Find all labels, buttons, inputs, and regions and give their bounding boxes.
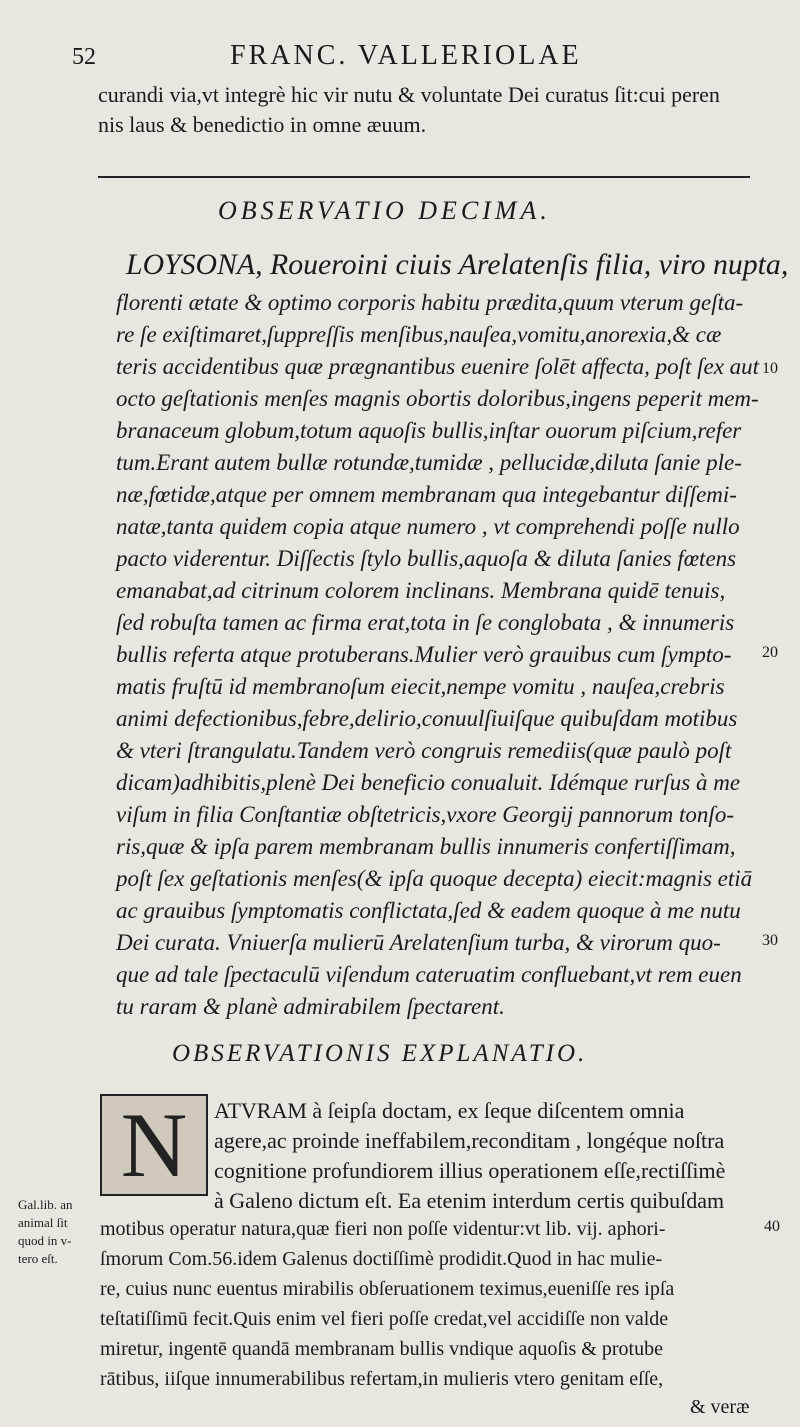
section-rule <box>98 176 750 178</box>
text-line: motibus operatur natura,quæ fieri non poſſe videntur:vt lib. vij. aphori- <box>100 1218 666 1240</box>
line-number-marker: 20 <box>762 644 778 661</box>
text-line: re, cuius nunc euentus mirabilis obſeruationem teximus,eueniſſe res ipſa <box>100 1278 675 1300</box>
side-note-line: quod in v- <box>18 1233 72 1248</box>
line-number-marker: 40 <box>764 1218 780 1235</box>
text-line: næ,fœtidæ,atque per omnem membranam qua integebantur diſſemi- <box>116 482 737 507</box>
text-line: florenti ætate & optimo corporis habitu prædita,quum vterum geſta- <box>116 290 744 315</box>
text-line: teris accidentibus quæ prægnantibus euenire ſolēt affecta, poſt ſex aut <box>116 354 760 379</box>
running-title: FRANC. VALLERIOLAE <box>230 40 582 71</box>
text-line: Dei curata. Vniuerſa mulierū Arelatenſium turba, & virorum quo- <box>116 930 721 955</box>
side-note-line: Gal.lib. an <box>18 1197 73 1212</box>
catchword: & veræ <box>690 1396 750 1418</box>
text-line: bullis referta atque protuberans.Mulier verò grauibus cum ſympto- <box>116 642 732 667</box>
text-line: matis fruſtū id membranoſum eiecit,nempe vomitu , nauſea,crebris <box>116 674 725 699</box>
page-number: 52 <box>72 44 96 70</box>
text-line: LOYSONA, Roueroini ciuis Arelatenſis filia, viro nupta, <box>126 248 789 281</box>
text-line: agere,ac proinde ineffabilem,reconditam , longéque noſtra <box>214 1128 725 1153</box>
text-line: teſtatiſſimū fecit.Quis enim vel fieri poſſe credat,vel accidiſſe non valde <box>100 1308 669 1330</box>
text-line: nis laus & benedictio in omne æuum. <box>98 112 427 137</box>
text-line: pacto viderentur. Diſſectis ſtylo bullis,aquoſa & diluta ſanies fœtens <box>116 546 737 571</box>
section-heading: OBSERVATIO DECIMA. <box>218 196 551 225</box>
text-line: & vteri ſtrangulatu.Tandem verò congruis remediis(quæ paulò poſt <box>116 738 732 763</box>
text-line: ac grauibus ſymptomatis conflictata,ſed & eadem quoque à me nutu <box>116 898 741 923</box>
text-line: ris,quæ & ipſa parem membranam bullis innumeris confertiſſimam, <box>116 834 736 859</box>
text-line: octo geſtationis menſes magnis obortis doloribus,ingens peperit mem- <box>116 386 759 411</box>
line-number-marker: 30 <box>762 932 778 949</box>
text-line: natæ,tanta quidem copia atque numero , vt comprehendi poſſe nullo <box>116 514 740 539</box>
section-heading: OBSERVATIONIS EXPLANATIO. <box>172 1040 588 1067</box>
drop-cap: N <box>100 1094 208 1196</box>
text-line: animi defectionibus,febre,delirio,conuulſiuiſque quibuſdam motibus <box>116 706 738 731</box>
text-line: tu raram & planè admirabilem ſpectarent. <box>116 994 505 1019</box>
text-line: branaceum globum,totum aquoſis bullis,inſtar ouorum piſcium,refer <box>116 418 742 443</box>
text-line: ſmorum Com.56.idem Galenus doctiſſimè prodidit.Quod in hac mulie- <box>100 1248 663 1270</box>
text-line: dicam)adhibitis,plenè Dei beneficio conualuit. Idémque rurſus à me <box>116 770 741 795</box>
side-note-line: animal ſit <box>18 1215 68 1230</box>
text-line: ſed robuſta tamen ac firma erat,tota in ſe conglobata , & innumeris <box>116 610 735 635</box>
text-line: poſt ſex geſtationis menſes(& ipſa quoque decepta) eiecit:magnis etiā <box>116 866 753 891</box>
text-line: miretur, ingentē quandā membranam bullis vndique aquoſis & protube <box>100 1338 663 1360</box>
text-line: rātibus, iiſque innumerabilibus refertam,in mulieris vtero genitam eſſe, <box>100 1368 664 1390</box>
text-line: emanabat,ad citrinum colorem inclinans. Membrana quidē tenuis, <box>116 578 726 603</box>
text-line: à Galeno dictum eſt. Ea etenim interdum certis quibuſdam <box>214 1188 725 1213</box>
text-line: viſum in filia Conſtantiæ obſtetricis,vxore Georgij pannorum tonſo- <box>116 802 734 827</box>
text-line: que ad tale ſpectaculū viſendum cateruatim confluebant,vt rem euen <box>116 962 742 987</box>
text-line: tum.Erant autem bullæ rotundæ,tumidæ , pellucidæ,diluta ſanie ple- <box>116 450 742 475</box>
text-line: curandi via,vt integrè hic vir nutu & voluntate Dei curatus ſit:cui peren <box>98 82 720 107</box>
text-line: ATVRAM à ſeipſa doctam, ex ſeque diſcentem omnia <box>214 1098 685 1123</box>
text-line: cognitione profundiorem illius operationem eſſe,rectiſſimè <box>214 1158 726 1183</box>
line-number-marker: 10 <box>762 360 778 377</box>
text-line: re ſe exiſtimaret,ſuppreſſis menſibus,nauſea,vomitu,anorexia,& cæ <box>116 322 722 347</box>
side-note-line: tero eſt. <box>18 1251 58 1266</box>
